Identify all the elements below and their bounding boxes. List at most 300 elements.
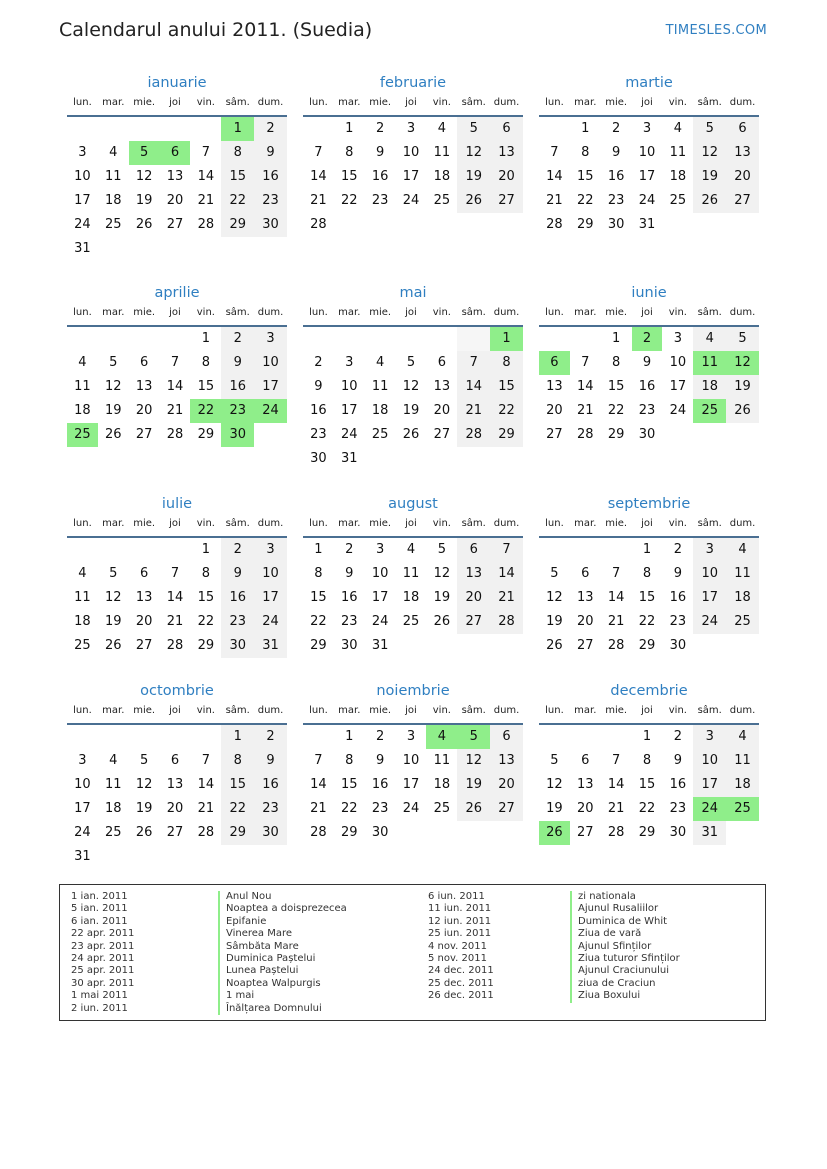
legend-holiday-date: 11 iun. 2011	[428, 903, 492, 915]
day-cell: 7	[201, 753, 210, 768]
weekday-label: joi	[641, 97, 653, 108]
day-cell: 1	[201, 542, 210, 557]
legend-holiday-date: 24 apr. 2011	[71, 952, 135, 964]
day-cell: 13	[546, 379, 563, 394]
day-cell: 31	[341, 451, 358, 466]
month-ianuarie	[67, 70, 287, 261]
empty-day-cell	[365, 447, 396, 471]
day-cell: 1	[221, 725, 254, 749]
day-cell: 31	[371, 638, 389, 653]
weekday-header	[67, 306, 287, 327]
weekday-label: mie.	[605, 705, 628, 716]
weekday-label: mar.	[574, 307, 597, 318]
day-cell: 18	[433, 169, 451, 184]
empty-day-cell	[662, 213, 693, 237]
day-cell: 15	[341, 169, 358, 184]
day-cell: 21	[490, 586, 523, 610]
site-link[interactable]: TIMESLES.COM	[665, 23, 767, 38]
legend-holiday-date: 1 ian. 2011	[71, 891, 128, 902]
empty-day-cell	[539, 327, 570, 351]
day-cell: 27	[490, 189, 523, 213]
day-cell: 13	[726, 141, 759, 165]
day-cell: 4	[693, 327, 726, 351]
day-cell: 14	[490, 562, 523, 586]
legend-holiday-date: 5 ian. 2011	[71, 903, 128, 915]
legend-holiday-name: zi nationala	[570, 891, 680, 903]
day-cell: 21	[310, 801, 327, 816]
empty-day-cell	[601, 538, 632, 562]
day-cell: 15	[221, 165, 254, 189]
day-cell: 26	[402, 427, 420, 442]
day-cell: 15	[490, 375, 523, 399]
empty-day-cell	[539, 538, 570, 562]
day-cell: 29	[221, 821, 254, 845]
day-cell: 2	[673, 542, 682, 557]
weekday-label: joi	[641, 705, 653, 716]
week-row	[67, 725, 287, 749]
legend-holiday-date: 12 iun. 2011	[428, 915, 492, 927]
legend-holiday-date: 5 nov. 2011	[428, 952, 487, 964]
weekday-label: lun.	[73, 307, 92, 318]
day-cell: 1	[642, 729, 652, 744]
day-cell: 31	[74, 241, 91, 256]
day-cell: 5	[140, 753, 149, 768]
day-cell: 13	[490, 749, 523, 773]
weekday-label: vin.	[668, 518, 687, 529]
legend-holiday-date: 1 mai 2011	[71, 990, 128, 1002]
weekday-header	[539, 704, 759, 725]
day-cell: 5	[457, 117, 490, 141]
weekday-label: mie.	[133, 307, 156, 318]
legend-holiday-date: 22 apr. 2011	[71, 928, 135, 940]
weekday-label: sâm.	[461, 307, 486, 318]
day-cell: 7	[170, 566, 180, 581]
day-cell: 11	[726, 749, 759, 773]
day-cell: 25	[726, 797, 759, 821]
month-name: iulie	[161, 496, 193, 512]
day-cell: 30	[669, 638, 687, 653]
week-row	[67, 375, 287, 399]
empty-day-cell	[490, 821, 523, 845]
day-cell: 29	[577, 217, 594, 232]
day-cell: 17	[371, 590, 389, 605]
weekday-label: dum.	[729, 705, 756, 716]
day-cell: 21	[197, 801, 215, 816]
weekday-label: joi	[405, 705, 417, 716]
empty-day-cell	[67, 327, 98, 351]
weekday-label: dum.	[257, 97, 284, 108]
day-cell: 23	[607, 193, 625, 208]
weekday-label: dum.	[493, 307, 520, 318]
day-cell: 30	[254, 213, 287, 237]
month-name: noiembrie	[376, 683, 450, 699]
empty-day-cell	[662, 423, 693, 447]
day-cell: 20	[166, 193, 184, 208]
weekday-label: dum.	[257, 307, 284, 318]
day-cell: 27	[490, 797, 523, 821]
day-cell: 28	[310, 825, 327, 840]
day-cell: 6	[490, 117, 523, 141]
day-cell: 23	[669, 614, 687, 629]
day-cell: 22	[638, 614, 656, 629]
day-cell: 26	[105, 427, 122, 442]
week-row	[67, 562, 287, 586]
day-cell: 14	[310, 169, 327, 184]
empty-day-cell	[726, 821, 759, 845]
day-cell: 5	[693, 117, 726, 141]
empty-day-cell	[539, 725, 570, 749]
day-cell: 29	[638, 638, 656, 653]
day-cell: 15	[638, 590, 656, 605]
day-cell: 1	[642, 542, 652, 557]
empty-day-cell	[457, 821, 490, 845]
week-row	[539, 351, 759, 375]
weekday-label: joi	[169, 518, 181, 529]
day-cell: 23	[371, 801, 389, 816]
day-cell: 2	[376, 729, 385, 744]
weekday-label: dum.	[729, 307, 756, 318]
legend-holiday-date: 23 apr. 2011	[71, 940, 135, 952]
day-cell: 9	[673, 566, 682, 581]
day-cell: 26	[135, 825, 153, 840]
weekday-label: sâm.	[225, 307, 250, 318]
day-cell: 28	[197, 217, 215, 232]
day-cell: 16	[254, 773, 287, 797]
day-cell: 7	[550, 145, 559, 160]
day-cell: 23	[371, 193, 389, 208]
day-cell: 24	[74, 217, 91, 232]
weekday-label: mie.	[605, 307, 628, 318]
day-cell: 27	[135, 427, 153, 442]
day-cell: 13	[577, 777, 594, 792]
day-cell: 22	[341, 193, 358, 208]
empty-day-cell	[457, 327, 490, 351]
legend-holiday-name: Lunea Paștelui	[218, 965, 347, 977]
week-row	[539, 610, 759, 634]
weekday-label: lun.	[309, 97, 328, 108]
day-cell: 19	[402, 403, 420, 418]
day-cell: 23	[221, 610, 254, 634]
day-cell: 25	[402, 614, 420, 629]
day-cell: 27	[726, 189, 759, 213]
day-cell: 25	[693, 399, 726, 423]
day-cell: 21	[546, 193, 563, 208]
empty-day-cell	[190, 725, 221, 749]
day-cell: 9	[254, 141, 287, 165]
week-row	[67, 327, 287, 351]
month-name: decembrie	[610, 683, 688, 699]
day-cell: 16	[221, 586, 254, 610]
weekday-label: lun.	[309, 307, 328, 318]
day-cell: 17	[74, 193, 91, 208]
week-row	[67, 165, 287, 189]
day-cell: 17	[693, 773, 726, 797]
day-cell: 28	[310, 217, 327, 232]
weekday-label: sâm.	[225, 518, 250, 529]
day-cell: 10	[638, 145, 656, 160]
day-cell: 6	[170, 753, 180, 768]
day-cell: 3	[376, 542, 385, 557]
day-cell: 1	[201, 331, 210, 346]
day-cell: 3	[345, 355, 354, 370]
legend-holiday-name: Epifanie	[218, 916, 347, 928]
legend-holiday-date: 25 dec. 2011	[428, 977, 494, 989]
day-cell: 22	[197, 614, 215, 629]
day-cell: 13	[490, 141, 523, 165]
month-octombrie	[67, 678, 287, 869]
month-decembrie	[539, 678, 759, 845]
weekday-label: vin.	[668, 97, 687, 108]
weekday-label: dum.	[493, 705, 520, 716]
week-row	[303, 797, 523, 821]
day-cell: 8	[642, 753, 652, 768]
day-cell: 26	[726, 399, 759, 423]
day-cell: 12	[135, 169, 153, 184]
day-cell: 6	[490, 725, 523, 749]
day-cell: 7	[201, 145, 210, 160]
day-cell: 25	[105, 217, 122, 232]
weekday-label: mar.	[574, 518, 597, 529]
day-cell: 20	[726, 165, 759, 189]
day-cell: 12	[546, 777, 563, 792]
empty-day-cell	[334, 327, 365, 351]
weekday-header	[539, 306, 759, 327]
day-cell: 4	[437, 121, 446, 136]
day-cell: 27	[135, 638, 153, 653]
weekday-label: lun.	[73, 97, 92, 108]
empty-day-cell	[67, 725, 98, 749]
day-cell: 22	[221, 189, 254, 213]
day-cell: 17	[693, 586, 726, 610]
day-cell: 8	[201, 566, 210, 581]
day-cell: 21	[310, 193, 327, 208]
day-cell: 9	[612, 145, 621, 160]
day-cell: 20	[135, 614, 153, 629]
day-cell: 11	[433, 753, 451, 768]
month-februarie	[303, 70, 523, 237]
weekday-label: vin.	[196, 97, 215, 108]
weekday-label: dum.	[257, 518, 284, 529]
legend-holiday-date: 25 apr. 2011	[71, 965, 135, 977]
day-cell: 10	[254, 351, 287, 375]
day-cell: 24	[669, 403, 687, 418]
day-cell: 17	[254, 375, 287, 399]
day-cell: 8	[581, 145, 590, 160]
day-cell: 11	[105, 777, 122, 792]
day-cell: 18	[693, 375, 726, 399]
empty-day-cell	[303, 117, 334, 141]
day-cell: 17	[254, 586, 287, 610]
empty-day-cell	[490, 634, 523, 658]
weekday-label: joi	[405, 518, 417, 529]
day-cell: 2	[314, 355, 323, 370]
day-cell: 4	[109, 753, 118, 768]
day-cell: 24	[371, 614, 389, 629]
day-cell: 28	[166, 638, 184, 653]
week-row	[67, 845, 287, 869]
week-row	[303, 562, 523, 586]
day-cell: 17	[638, 169, 656, 184]
day-cell: 5	[109, 355, 118, 370]
day-cell: 7	[612, 566, 621, 581]
day-cell: 28	[197, 825, 215, 840]
day-cell: 15	[607, 379, 625, 394]
day-cell: 30	[310, 451, 327, 466]
day-cell: 7	[457, 351, 490, 375]
week-row	[303, 725, 523, 749]
weekday-label: joi	[169, 97, 181, 108]
empty-day-cell	[457, 213, 490, 237]
weekday-header	[67, 96, 287, 117]
day-cell: 13	[433, 379, 451, 394]
day-cell: 12	[546, 590, 563, 605]
empty-day-cell	[726, 213, 759, 237]
week-row	[539, 797, 759, 821]
day-cell: 15	[310, 590, 327, 605]
day-cell: 8	[612, 355, 621, 370]
day-cell: 12	[726, 351, 759, 375]
day-cell: 22	[221, 797, 254, 821]
week-row	[67, 423, 287, 447]
day-cell: 12	[105, 379, 122, 394]
day-cell: 12	[693, 141, 726, 165]
day-cell: 24	[693, 610, 726, 634]
month-name: martie	[625, 75, 673, 91]
month-mai	[303, 280, 523, 471]
legend-holiday-date: 30 apr. 2011	[71, 977, 135, 989]
day-cell: 12	[457, 749, 490, 773]
weekday-label: vin.	[432, 705, 451, 716]
empty-day-cell	[693, 213, 726, 237]
day-cell: 6	[539, 351, 570, 375]
weekday-label: lun.	[545, 705, 564, 716]
empty-day-cell	[98, 327, 129, 351]
day-cell: 23	[669, 801, 687, 816]
day-cell: 23	[310, 427, 327, 442]
day-cell: 1	[345, 729, 354, 744]
day-cell: 18	[105, 193, 122, 208]
day-cell: 1	[581, 121, 590, 136]
day-cell: 22	[607, 403, 625, 418]
legend-holiday-name: Înălțarea Domnului	[218, 1003, 347, 1015]
legend-holiday-name: 1 mai	[218, 990, 347, 1002]
weekday-label: sâm.	[225, 705, 250, 716]
day-cell: 4	[726, 725, 759, 749]
week-row	[67, 821, 287, 845]
day-cell: 4	[78, 566, 87, 581]
day-cell: 6	[581, 753, 590, 768]
day-cell: 1	[221, 117, 254, 141]
day-cell: 11	[402, 566, 420, 581]
day-cell: 15	[197, 379, 215, 394]
legend-dates-right	[428, 891, 494, 1003]
empty-day-cell	[570, 725, 601, 749]
day-cell: 30	[221, 634, 254, 658]
day-cell: 4	[726, 538, 759, 562]
day-cell: 3	[406, 121, 416, 136]
legend-holiday-date: 24 dec. 2011	[428, 965, 494, 977]
week-row	[67, 749, 287, 773]
week-row	[67, 237, 287, 261]
weekday-label: lun.	[309, 518, 328, 529]
day-cell: 26	[539, 821, 570, 845]
holiday-legend	[59, 884, 766, 1021]
empty-day-cell	[334, 213, 365, 237]
month-aprilie	[67, 280, 287, 447]
weekday-label: mar.	[338, 97, 361, 108]
day-cell: 22	[341, 801, 358, 816]
day-cell: 3	[78, 753, 87, 768]
weekday-label: mie.	[133, 705, 156, 716]
day-cell: 24	[638, 193, 656, 208]
weekday-label: vin.	[196, 705, 215, 716]
day-cell: 19	[726, 375, 759, 399]
weekday-header	[303, 96, 523, 117]
day-cell: 19	[105, 403, 122, 418]
empty-day-cell	[254, 237, 287, 261]
week-row	[67, 634, 287, 658]
day-cell: 27	[166, 825, 184, 840]
week-row	[539, 821, 759, 845]
week-row	[67, 399, 287, 423]
day-cell: 8	[314, 566, 323, 581]
legend-holiday-date: 26 dec. 2011	[428, 990, 494, 1002]
weekday-label: vin.	[196, 518, 215, 529]
day-cell: 21	[166, 614, 184, 629]
day-cell: 19	[693, 165, 726, 189]
day-cell: 18	[105, 801, 122, 816]
weekday-label: joi	[641, 518, 653, 529]
month-martie	[539, 70, 759, 237]
empty-day-cell	[365, 327, 396, 351]
day-cell: 19	[433, 590, 451, 605]
day-cell: 6	[437, 355, 446, 370]
day-cell: 28	[546, 217, 563, 232]
day-cell: 10	[402, 145, 420, 160]
empty-day-cell	[396, 634, 427, 658]
day-cell: 12	[135, 777, 153, 792]
day-cell: 5	[129, 141, 160, 165]
day-cell: 9	[221, 351, 254, 375]
legend-holiday-name: Noaptea a doisprezecea	[218, 903, 347, 915]
weekday-label: mar.	[102, 97, 125, 108]
day-cell: 19	[546, 801, 563, 816]
day-cell: 8	[345, 753, 354, 768]
month-iulie	[67, 491, 287, 658]
day-cell: 25	[74, 638, 91, 653]
weekday-label: lun.	[545, 518, 564, 529]
day-cell: 30	[669, 825, 687, 840]
day-cell: 26	[135, 217, 153, 232]
empty-day-cell	[221, 845, 254, 869]
month-name: ianuarie	[147, 75, 207, 91]
day-cell: 29	[490, 423, 523, 447]
day-cell: 6	[726, 117, 759, 141]
day-cell: 3	[673, 331, 682, 346]
empty-day-cell	[67, 117, 98, 141]
empty-day-cell	[221, 237, 254, 261]
weekday-label: sâm.	[697, 307, 722, 318]
day-cell: 14	[577, 379, 594, 394]
empty-day-cell	[160, 538, 191, 562]
week-row	[303, 165, 523, 189]
legend-holiday-name: Ziua Boxului	[570, 990, 680, 1002]
weekday-label: sâm.	[697, 518, 722, 529]
empty-day-cell	[396, 821, 427, 845]
day-cell: 11	[105, 169, 122, 184]
day-cell: 28	[490, 610, 523, 634]
day-cell: 12	[105, 590, 122, 605]
